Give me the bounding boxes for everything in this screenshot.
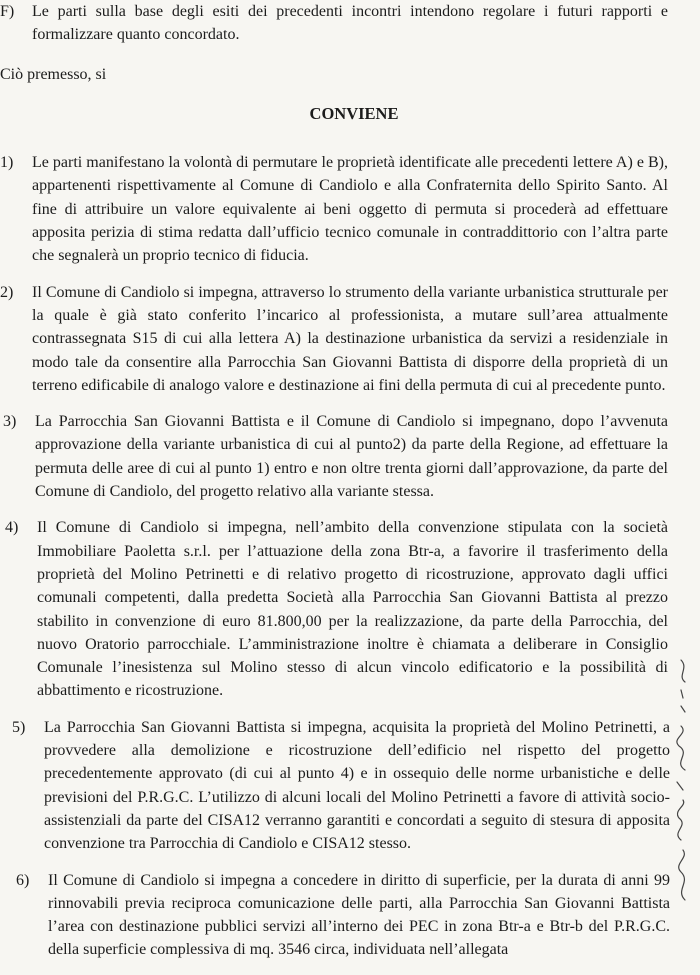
- clause-6: [16, 869, 670, 962]
- intro-item-f: [0, 0, 668, 47]
- clause-3: [3, 410, 668, 503]
- clause-1: [0, 151, 668, 267]
- clause-2: [0, 281, 668, 397]
- clause-number: 3): [3, 413, 17, 431]
- clause-text: La Parrocchia San Giovanni Battista e il Comune di Candiolo si impegnano, dopo l’avvenuta approvazione della variante urbanistica di cui al punto2) da parte della Regione, ad effettuare la permuta delle aree di cui al punto 1) entro e non oltre trenta giorni dall’approvazione, da parte del Comune di Candiolo, del progetto relativo alla variante stessa.: [35, 413, 668, 501]
- item-text: Le parti sulla base degli esiti dei precedenti incontri intendono regolare i futuri rapporti e formalizzare quanto concordato.: [32, 3, 668, 44]
- clause-text: Il Comune di Candiolo si impegna a concedere in diritto di superficie, per la durata di anni 99 rinnovabili previa reciproca comunicazione delle parti, alla Parrocchia San Giovanni Battista l’area con destinazione pubblici servizi all’interno dei PEC in zona Btr-a e Btr-b del P.R.G.C. della superficie complessiva di mq. 3546 circa, individuata nell’allegata: [48, 871, 670, 959]
- clause-text: Il Comune di Candiolo si impegna, nell’ambito della convenzione stipulata con la società Immobiliare Paoletta s.r.l. per l’attuazione della zona Btr-a, a favorire il trasferimento della proprietà del Molino Petrinetti e di relativo progetto di ricostruzione, approvato dagli uffici comunali competenti, dalla predetta Società alla Parrocchia San Giovanni Battista al prezzo stabilito in convenzione di euro 81.800,00 per la realizzazione, da parte della Parrocchia, del nuovo Oratorio parrocchiale. L’amministrazione inoltre è chiamata a deliberare in Consiglio Comunale l’inesistenza sul Molino stesso di alcun vincolo edificatorio e la possibilità di abbattimento e ricostruzione.: [37, 519, 668, 700]
- item-label: F): [0, 3, 15, 20]
- clause-4: [5, 516, 668, 702]
- clause-number: 2): [0, 283, 14, 301]
- clause-number: 4): [5, 519, 19, 537]
- handwritten-signature: [655, 650, 700, 906]
- premise-text: Ciò premesso, si: [0, 65, 107, 83]
- clause-5: [12, 716, 670, 856]
- section-heading: CONVIENE: [309, 103, 399, 123]
- clause-number: 1): [0, 154, 14, 172]
- clause-text: Il Comune di Candiolo si impegna, attraverso lo strumento della variante urbanistica strutturale per la quale è già stato conferito l’incarico al professionista, a mutare sull’area attualmente contrassegnata S15 di cui alla lettera A) la destinazione urbanistica da servizi a residenziale in modo tale da consentire alla Parrocchia San Giovanni Battista di disporre della proprietà di un terreno edificabile di analogo valore e destinazione ai fini della permuta di cui al precedente punto.: [32, 283, 668, 394]
- clause-text: Le parti manifestano la volontà di permutare le proprietà identificate alle precedenti lettere A) e B), appartenenti rispettivamente al Comune di Candiolo e alla Confraternita dello Spirito Santo. Al fine di attribuire un valore equivalente ai beni oggetto di permuta si procederà ad effettuare apposita perizia di stima redatta dall’ufficio tecnico comunale in contraddittorio con l’altra parte che segnalerà un proprio tecnico di fiducia.: [32, 154, 668, 265]
- clause-number: 6): [16, 871, 30, 889]
- clause-text: La Parrocchia San Giovanni Battista si impegna, acquisita la proprietà del Molino Petrinetti, a provvedere alla demolizione e ricostruzione dell’edificio nel rispetto del progetto precedentemente approvato (di cui al punto 4) e in ossequio delle norme urbanistiche e delle previsioni del P.R.G.C. L’utilizzo di alcuni locali del Molino Petrinetti a favore di attività socio-assistenziali da parte del CISA12 verranno garantiti e concordati a seguito di stesura di apposita convenzione tra Parrocchia di Candiolo e CISA12 stesso.: [44, 718, 670, 853]
- clause-number: 5): [12, 718, 26, 736]
